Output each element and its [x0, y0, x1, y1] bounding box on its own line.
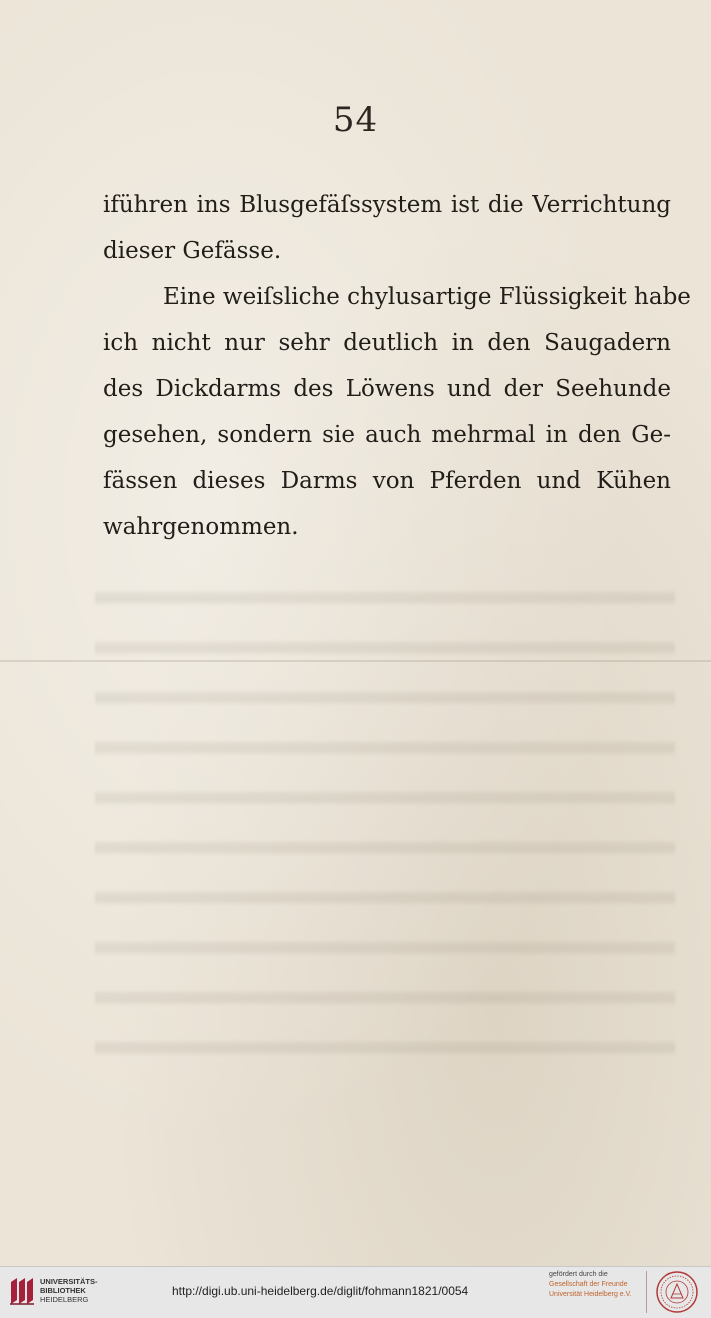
page-number: 54	[332, 100, 379, 140]
text-line: iführen ins Blusgefäſssystem ist die Verrichtung	[103, 192, 671, 218]
body-text	[103, 182, 691, 550]
page-fold-line	[0, 660, 711, 662]
library-name[interactable]	[40, 1277, 98, 1304]
text-line: des Dickdarms des Löwens und der Seehunde	[103, 376, 671, 402]
sponsor-org-line2: Universität Heidelberg e.V.	[549, 1291, 632, 1298]
sponsor-org-line1: Gesellschaft der Freunde	[549, 1281, 628, 1288]
text-line: Eine weiſsliche chylusartige Flüssigkeit habe	[163, 284, 691, 310]
sponsor-intro: gefördert durch die	[549, 1271, 608, 1278]
library-name-line1: UNIVERSITÄTS-	[40, 1277, 98, 1286]
text-line: wahrgenommen.	[103, 514, 299, 540]
sponsor-credit[interactable]	[549, 1270, 649, 1300]
text-line: gesehen, sondern sie auch mehrmal in den Ge-	[103, 422, 671, 448]
ub-heidelberg-logo-icon[interactable]	[8, 1276, 36, 1306]
library-city: HEIDELBERG	[40, 1295, 89, 1304]
viewer-footer	[0, 1266, 711, 1318]
footer-divider	[646, 1271, 647, 1313]
text-line: ich nicht nur sehr deutlich in den Saugadern	[103, 330, 671, 356]
text-line: dieser Gefässe.	[103, 238, 282, 264]
permalink-url[interactable]: http://digi.ub.uni-heidelberg.de/diglit/fohmann1821/0054	[172, 1284, 469, 1298]
university-seal-icon[interactable]	[655, 1270, 699, 1314]
text-line: fässen dieses Darms von Pferden und Kühen	[103, 468, 671, 494]
bleed-through-shadow	[95, 560, 675, 1080]
library-name-line2: BIBLIOTHEK	[40, 1286, 86, 1295]
